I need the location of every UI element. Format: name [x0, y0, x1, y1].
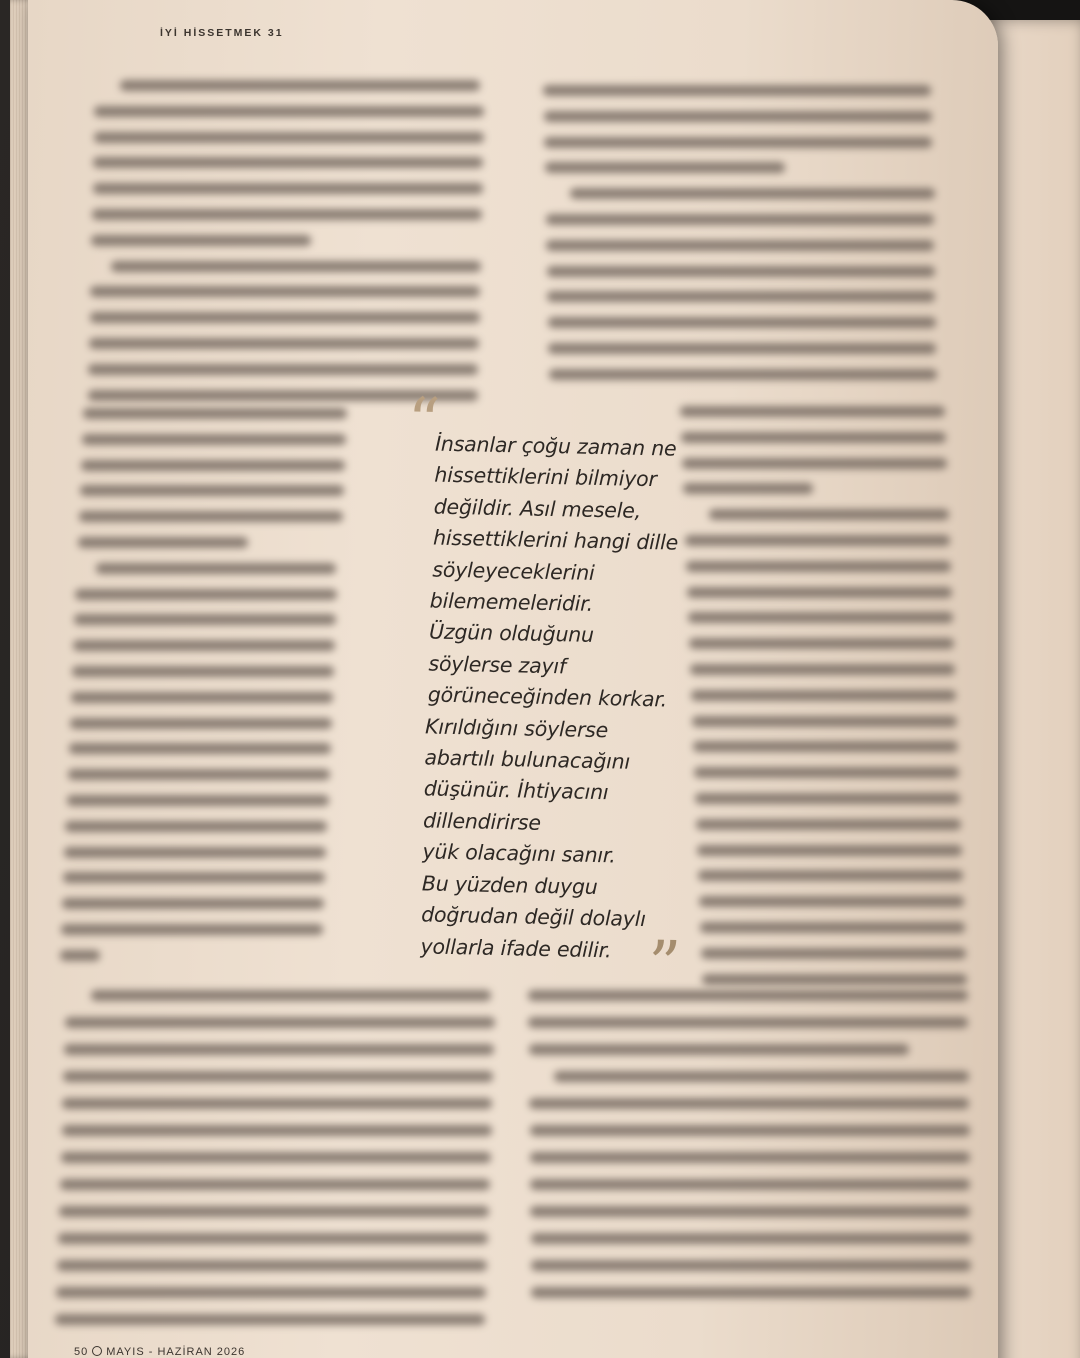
blurred-text-line: [530, 1206, 970, 1217]
blurred-text-line: [701, 948, 966, 959]
blurred-text-line: [73, 640, 335, 651]
blurred-text-line: [695, 793, 960, 804]
blurred-text-line: [94, 132, 484, 143]
pull-quote-line: Kırıldığını söylerse: [424, 714, 609, 742]
blurred-text-line: [91, 235, 311, 246]
blurred-text-line: [78, 537, 248, 548]
blurred-text-line: [60, 1179, 490, 1190]
blurred-text-line: [74, 614, 336, 625]
blurred-text-line: [528, 1017, 968, 1028]
blurred-text-line: [531, 1260, 971, 1271]
blurred-text-line: [680, 406, 945, 417]
blurred-text-line: [530, 1125, 970, 1136]
blurred-text-line: [690, 664, 955, 675]
pull-quote-text: [420, 429, 715, 969]
blurred-text-line: [531, 1233, 971, 1244]
blurred-text-line: [686, 561, 951, 572]
blurred-text-line: [546, 240, 934, 251]
pull-quote-line: söylerse zayıf: [428, 651, 567, 679]
blurred-text-line: [55, 1314, 485, 1325]
pull-quote-line: abartılı bulunacağını: [424, 745, 631, 774]
pull-quote-line: bilememeleridir.: [429, 588, 594, 616]
blurred-text-line: [75, 589, 337, 600]
footer-dot-icon: [92, 1346, 102, 1356]
blurred-text-line: [688, 612, 953, 623]
blurred-text-line: [544, 137, 932, 148]
open-quote-mark: “: [406, 385, 442, 460]
blurred-text-line: [59, 1206, 489, 1217]
pull-quote-line: değildir. Asıl mesele,: [433, 494, 642, 523]
blurred-text-line: [694, 767, 959, 778]
blurred-text-line: [554, 1071, 969, 1082]
blurred-text-line: [111, 261, 481, 272]
blurred-text-line: [96, 563, 336, 574]
blurred-text-line: [82, 434, 346, 445]
pull-quote-line: doğrudan değil dolaylı: [420, 902, 646, 932]
blurred-text-line: [72, 666, 334, 677]
blurred-text-line: [93, 183, 483, 194]
pull-quote-line: Bu yüzden duygu: [421, 871, 598, 899]
pull-quote-line: hissettiklerini hangi dille: [432, 525, 679, 555]
blurred-text-line: [63, 1071, 493, 1082]
blurred-text-line: [64, 1044, 494, 1055]
blurred-text-line: [79, 511, 343, 522]
blurred-text-line: [92, 209, 482, 220]
blurred-text-line: [62, 898, 324, 909]
blurred-text-line: [696, 819, 961, 830]
blurred-text-line: [544, 111, 932, 122]
blurred-text-line: [530, 1152, 970, 1163]
blurred-text-line: [547, 291, 935, 302]
pull-quote-line: yollarla ifade edilir.: [420, 933, 612, 962]
blurred-text-line: [60, 950, 100, 961]
blurred-text-line: [65, 821, 327, 832]
blurred-text-line: [90, 312, 480, 323]
blurred-text-line: [548, 343, 936, 354]
blurred-text-line: [62, 1125, 492, 1136]
blurred-text-line: [545, 162, 785, 173]
blurred-text-line: [71, 692, 333, 703]
blurred-text-line: [681, 432, 946, 443]
blurred-text-line: [700, 922, 965, 933]
page-number: 50: [74, 1346, 89, 1358]
blurred-text-line: [529, 1098, 969, 1109]
blurred-text-line: [68, 769, 330, 780]
blurred-text-line: [546, 214, 934, 225]
blurred-text-line: [81, 460, 345, 471]
pull-quote: [396, 385, 708, 1003]
blurred-text-line: [543, 85, 931, 96]
pull-quote-line: dillendirirse: [422, 808, 542, 835]
blurred-text-line: [685, 535, 950, 546]
blurred-text-line: [91, 990, 491, 1001]
blurred-text-line: [531, 1287, 971, 1298]
blurred-text-line: [693, 741, 958, 752]
pull-quote-line: yük olacağını sanır.: [422, 839, 616, 868]
pull-quote-line: İnsanlar çoğu zaman ne: [434, 431, 677, 461]
blurred-text-line: [530, 1179, 970, 1190]
pull-quote-line: Üzgün olduğunu: [428, 619, 595, 648]
blurred-text-line: [88, 364, 478, 375]
blurred-text-line: [62, 1098, 492, 1109]
blurred-text-line: [570, 188, 935, 199]
blurred-text-line: [94, 106, 484, 117]
blurred-text-line: [709, 509, 949, 520]
blurred-text-line: [528, 990, 968, 1001]
blurred-text-line: [698, 870, 963, 881]
running-head: İYİ HİSSETMEK 31: [160, 27, 284, 39]
blurred-text-line: [56, 1287, 486, 1298]
blurred-text-line: [65, 1017, 495, 1028]
blurred-text-line: [64, 847, 326, 858]
blurred-text-line: [697, 845, 962, 856]
pull-quote-line: düşünür. İhtiyacını: [423, 776, 609, 805]
magazine-page: [28, 0, 998, 1358]
blurred-text-line: [699, 896, 964, 907]
blurred-text-line: [63, 872, 325, 883]
blurred-text-line: [61, 1152, 491, 1163]
blurred-text-line: [83, 408, 347, 419]
page-footer: [74, 1346, 245, 1358]
pull-quote-line: hissettiklerini bilmiyor: [434, 462, 657, 492]
blurred-text-line: [691, 690, 956, 701]
blurred-text-line: [547, 266, 935, 277]
blurred-text-line: [529, 1044, 909, 1055]
blurred-text-line: [90, 286, 480, 297]
blurred-text-line: [69, 743, 331, 754]
blurred-text-line: [702, 974, 967, 985]
blurred-text-line: [67, 795, 329, 806]
blurred-text-line: [89, 338, 479, 349]
close-quote-mark: ”: [647, 928, 682, 1003]
issue-date: MAYIS - HAZİRAN 2026: [106, 1346, 246, 1358]
blurred-text-line: [548, 317, 936, 328]
blurred-text-line: [57, 1260, 487, 1271]
pull-quote-line: görüneceğinden korkar.: [427, 682, 668, 712]
blurred-text-line: [58, 1233, 488, 1244]
blurred-text-line: [120, 80, 480, 91]
blurred-text-line: [80, 485, 344, 496]
blurred-text-line: [689, 638, 954, 649]
blurred-text-line: [692, 716, 957, 727]
blurred-text-line: [549, 369, 937, 380]
blurred-text-line: [687, 587, 952, 598]
pull-quote-line: söyleyeceklerini: [432, 557, 595, 585]
blurred-text-line: [61, 924, 323, 935]
blurred-text-line: [70, 718, 332, 729]
blurred-text-line: [682, 458, 947, 469]
blurred-text-line: [93, 157, 483, 168]
